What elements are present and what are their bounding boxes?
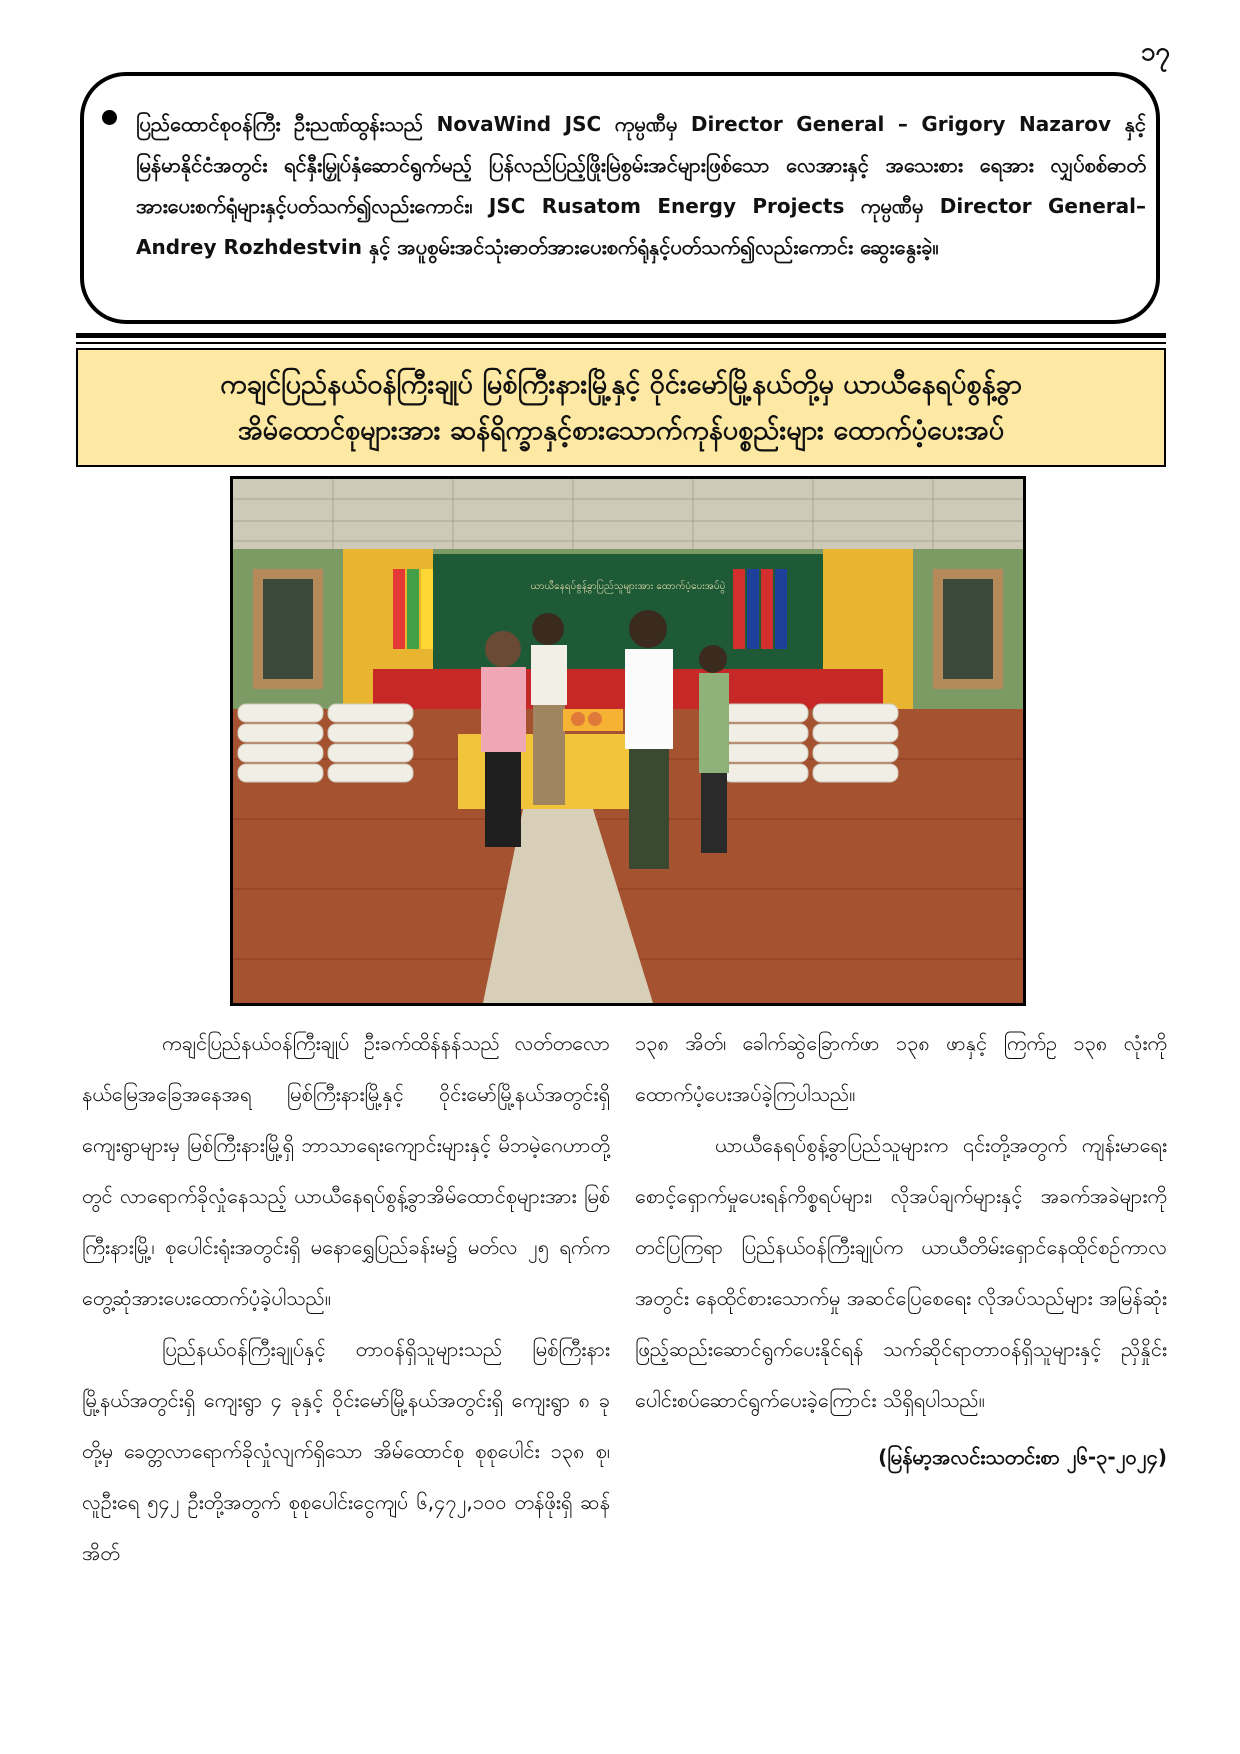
article-column-left [82,1018,610,1579]
divider-thin [76,342,1166,344]
headline-line-1: ကချင်ပြည်နယ်ဝန်ကြီးချုပ် မြစ်ကြီးနားမြို့နှင့် ဝိုင်းမော်မြို့နယ်တို့မှ ယာယီနေရပ်စွန့်ခွာ [220,368,1022,400]
bullet-summary-text: ပြည်ထောင်စုဝန်ကြီး ဦးညဏ်ထွန်းသည် NovaWind JSC ကုမ္ပဏီမှ Director General – Grigory Nazarov နှင့် မြန်မာနိုင်ငံအတွင်း ရင်နှီးမြှုပ်နှံဆောင်ရွက်မည့် ပြန်လည်ပြည့်ဖြိုးမြဲစွမ်းအင်များဖြစ်သော လေအားနှင့် အသေးစား ရေအား လျှပ်စစ်ဓာတ်အားပေးစက်ရုံများနှင့်ပတ်သက်၍လည်းကောင်း၊ JSC Rusatom Energy Projects ကုမ္ပဏီမှ Director General– Andrey Rozhdestvin နှင့် အပူစွမ်းအင်သုံးဓာတ်အားပေးစက်ရုံနှင့်ပတ်သက်၍လည်းကောင်း ဆွေးနွေးခဲ့။ [136,112,1146,259]
bullet-dot-icon [102,110,117,125]
article-paragraph-3: ယာယီနေရပ်စွန့်ခွာပြည်သူများက ၎င်းတို့အတွက် ကျန်းမာရေးစောင့်ရှောက်မှုပေးရန်ကိစ္စရပ်များ၊ လိုအပ်ချက်များနှင့် အခက်အခဲများကို တင်ပြကြရာ ပြည်နယ်ဝန်ကြီးချုပ်က ယာယီတိမ်းရှောင်နေထိုင်စဉ်ကာလအတွင်း နေထိုင်စားသောက်မှု အဆင်ပြေစေရေး လိုအပ်သည်များ အမြန်ဆုံးဖြည့်ဆည်းဆောင်ရွက်ပေးနိုင်ရန် သက်ဆိုင်ရာတာဝန်ရှိသူများနှင့် ညှိနှိုင်းပေါင်းစပ်ဆောင်ရွက်ပေးခဲ့ကြောင်း သိရှိရပါသည်။ [635,1133,1167,1412]
article-paragraph-2-continued: ၁၃၈ အိတ်၊ ခေါက်ဆွဲခြောက်ဖာ ၁၃၈ ဖာနှင့် ကြက်ဥ ၁၃၈ လုံးကို ထောက်ပံ့ပေးအပ်ခဲ့ကြပါသည်။ [635,1031,1167,1106]
article-paragraph-2: ပြည်နယ်ဝန်ကြီးချုပ်နှင့် တာဝန်ရှိသူများသည် မြစ်ကြီးနားမြို့နယ်အတွင်းရှိ ကျေးရွာ ၄ ခုနှင့် ဝိုင်းမော်မြို့နယ်အတွင်းရှိ ကျေးရွာ ၈ ခုတို့မှ ခေတ္တလာရောက်ခိုလှုံလျက်ရှိသော အိမ်ထောင်စု စုစုပေါင်း ၁၃၈ စု၊ လူဦးရေ ၅၄၂ ဦးတို့အတွက် စုစုပေါင်းငွေကျပ် ၆,၄၇၂,၁၀၀ တန်ဖိုးရှိ ဆန်အိတ် [82,1337,610,1565]
article-paragraph-1: ကချင်ပြည်နယ်ဝန်ကြီးချုပ် ဦးခက်ထိန်နန်သည် လတ်တလောနယ်မြေအခြေအနေအရ မြစ်ကြီးနားမြို့နှင့် ဝိုင်းမော်မြို့နယ်အတွင်းရှိ ကျေးရွာများမှ မြစ်ကြီးနားမြို့ရှိ ဘာသာရေးကျောင်းများနှင့် မိဘမဲ့ဂေဟာတို့တွင် လာရောက်ခိုလှုံနေသည့် ယာယီနေရပ်စွန့်ခွာအိမ်ထောင်စုများအား မြစ်ကြီးနားမြို့၊ စုပေါင်းရုံးအတွင်းရှိ မနော‌ရွှေပြည်ခန်းမ၌ မတ်လ ၂၅ ရက်က တွေ့ဆုံအားပေးထောက်ပံ့ခဲ့ပါသည်။ [82,1031,610,1310]
page-number: ၁၇ [1140,37,1170,67]
article-source: (မြန်မာ့အလင်းသတင်းစာ ၂၆-၃-၂၀၂၄) [878,1445,1167,1469]
banner-text: ယာယီနေရပ်စွန့်ခွာပြည်သူများအား ထောက်ပံ့ပေးအပ်ပွဲ [530,581,726,592]
news-photo [230,476,1026,1006]
headline-box [76,348,1166,467]
article-column-right [635,1018,1167,1483]
headline-line-2: အိမ်ထောင်စုများအား ဆန်ရိက္ခာနှင့်စားသောက်ကုန်ပစ္စည်းများ ထောက်ပံ့ပေးအပ် [237,414,1005,446]
divider-thick [76,333,1166,338]
